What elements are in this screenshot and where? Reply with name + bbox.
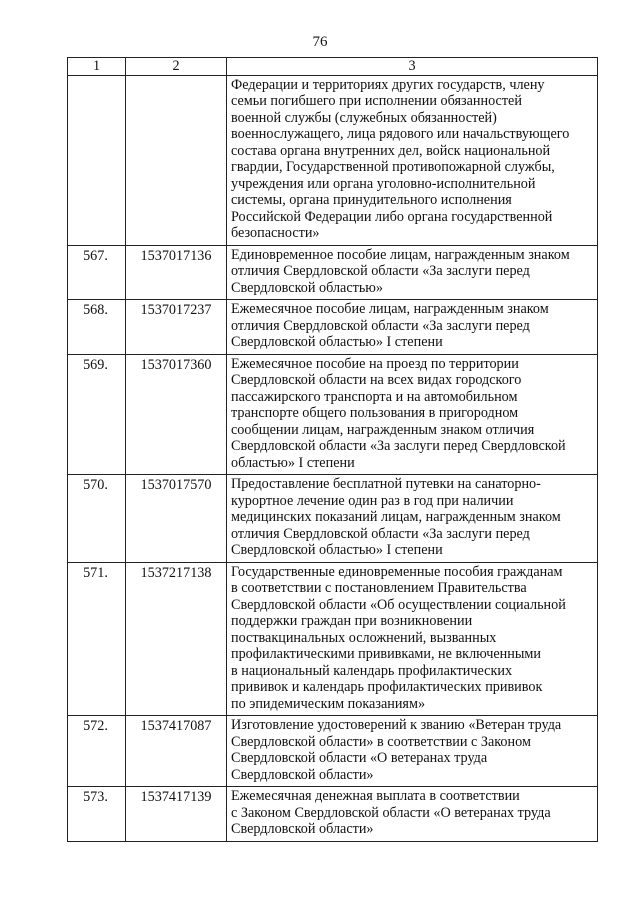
- row-code: 1537017136: [126, 245, 227, 300]
- row-description: Ежемесячная денежная выплата в соответствии с Законом Свердловской области «О ветеранах труда Свердловской области»: [227, 787, 598, 842]
- table-row: [68, 562, 598, 716]
- table-row: [68, 787, 598, 842]
- row-code: 1537417139: [126, 787, 227, 842]
- row-number: 571.: [68, 562, 126, 716]
- row-code: [126, 75, 227, 245]
- row-description: Предоставление бесплатной путевки на санаторно- курортное лечение один раз в год при наличии медицинских показаний лицам, награжденным знаком отличия Свердловской области «За заслуги перед Свердловской областью» I степени: [227, 475, 598, 563]
- row-description: Изготовление удостоверений к званию «Ветеран труда Свердловской области» в соответствии с Законом Свердловской области «О ветеранах труда Свердловской области»: [227, 716, 598, 787]
- column-header-3: 3: [227, 58, 598, 76]
- row-code: 1537417087: [126, 716, 227, 787]
- table-row: [68, 716, 598, 787]
- column-header-2: 2: [126, 58, 227, 76]
- table-row: [68, 75, 598, 245]
- row-code: 1537017237: [126, 300, 227, 355]
- row-code: 1537017360: [126, 354, 227, 475]
- row-number: 573.: [68, 787, 126, 842]
- row-number: 572.: [68, 716, 126, 787]
- column-header-1: 1: [68, 58, 126, 76]
- row-code: 1537217138: [126, 562, 227, 716]
- row-number: 569.: [68, 354, 126, 475]
- row-number: 570.: [68, 475, 126, 563]
- row-description: Единовременное пособие лицам, награжденным знаком отличия Свердловской области «За заслуги перед Свердловской областью»: [227, 245, 598, 300]
- benefits-table: [67, 57, 598, 842]
- row-code: 1537017570: [126, 475, 227, 563]
- table-row: [68, 475, 598, 563]
- table-row: [68, 300, 598, 355]
- table-header-row: [68, 58, 598, 76]
- row-number: 567.: [68, 245, 126, 300]
- page-number: 76: [312, 34, 328, 50]
- table-row: [68, 245, 598, 300]
- table-row: [68, 354, 598, 475]
- row-description: Государственные единовременные пособия гражданам в соответствии с постановлением Правительства Свердловской области «Об осуществлении социальной поддержки граждан при возникновении поствакцинальных осложнений, вызванных профилактическими прививками, не включенными в национальный календарь профилактических прививок и календарь профилактических прививок по эпидемическим показаниям»: [227, 562, 598, 716]
- row-description: Ежемесячное пособие на проезд по территории Свердловской области на всех видах городского пассажирского транспорта и на автомобильном транспорте общего пользования в пригородном сообщении лицам, награжденным знаком отличия Свердловской области «За заслуги перед Свердловской областью» I степени: [227, 354, 598, 475]
- row-description: Ежемесячное пособие лицам, награжденным знаком отличия Свердловской области «За заслуги перед Свердловской областью» I степени: [227, 300, 598, 355]
- row-number: 568.: [68, 300, 126, 355]
- row-description: Федерации и территориях других государств, члену семьи погибшего при исполнении обязанностей военной службы (служебных обязанностей) военнослужащего, лица рядового или начальствующего состава органа внутренних дел, войск национальной гвардии, Государственной противопожарной службы, учреждения или органа уголовно-исполнительной системы, органа принудительного исполнения Российской Федерации либо органа государственной безопасности»: [227, 75, 598, 245]
- row-number: [68, 75, 126, 245]
